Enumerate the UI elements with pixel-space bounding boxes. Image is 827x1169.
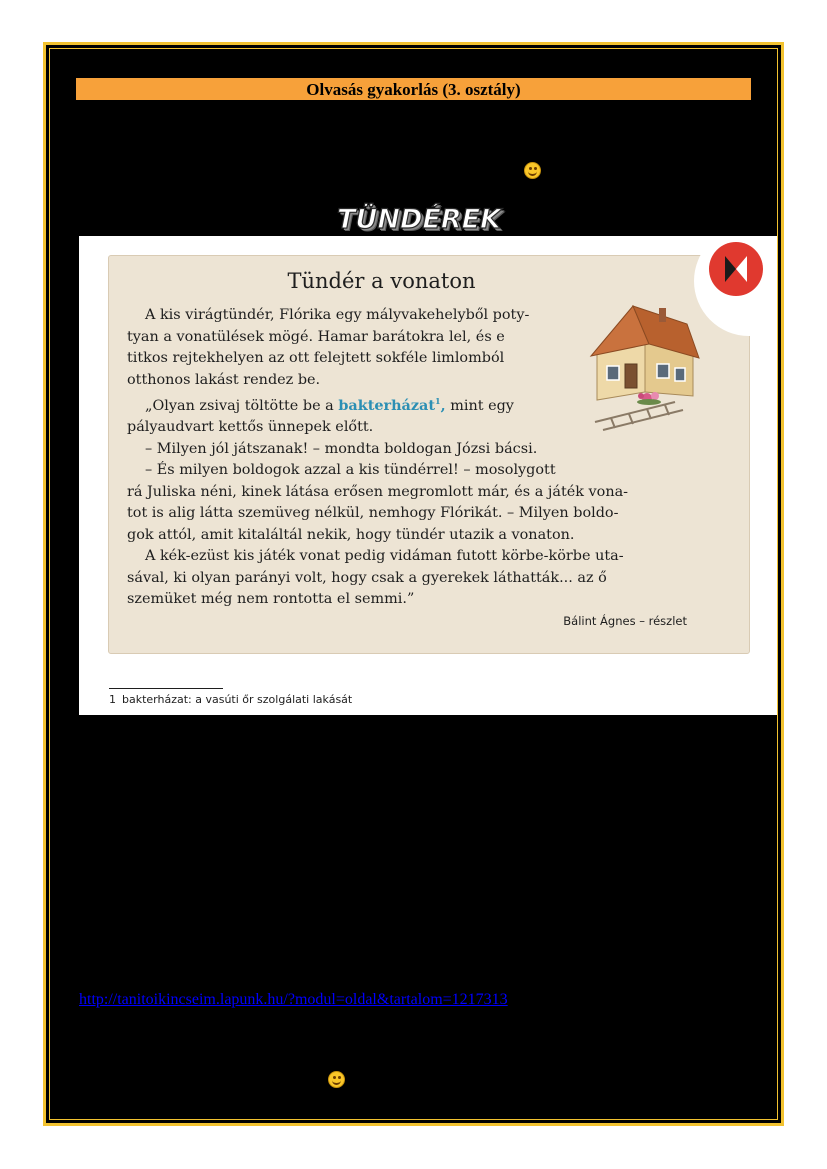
story-line: szemüket még nem rontotta el semmi.”	[127, 591, 415, 608]
story-line	[127, 391, 695, 417]
smiley-icon	[328, 1071, 345, 1088]
source-link[interactable]: http://tanitoikincseim.lapunk.hu/?modul=oldal&tartalom=1217313	[79, 991, 508, 1008]
bookmark-badge-icon	[709, 242, 763, 296]
footnote	[109, 693, 352, 706]
story-line: tyan a vonatülések mögé. Hamar barátokra lel, és e	[127, 328, 505, 345]
keyword-text: bakterházat	[338, 396, 436, 414]
footnote-divider	[109, 688, 223, 689]
footnote-text: bakterházat: a vasúti őr szolgálati lakását	[122, 693, 353, 706]
story-line: rá Juliska néni, kinek látása erősen megromlott már, és a játék vona-	[127, 483, 629, 500]
story-author: Bálint Ágnes – részlet	[563, 614, 687, 628]
reading-text-image	[79, 236, 777, 715]
story-line: gok attól, amit kitaláltál nekik, hogy tündér utazik a vonaton.	[127, 526, 575, 543]
story-line: – És milyen boldogok azzal a kis tündérrel! – mosolygott	[145, 462, 556, 479]
smiley-icon	[524, 162, 541, 179]
story-text	[127, 305, 695, 611]
footnote-number: 1	[109, 693, 116, 706]
footnote-mark: 1	[435, 396, 441, 406]
story-line: titkos rejtekhelyen az ott felejtett sokféle limlomból	[127, 350, 505, 366]
story-line: sával, ki olyan parányi volt, hogy csak a gyerekek láthatták... az ő	[127, 569, 607, 586]
story-line-part: mint egy	[445, 397, 514, 414]
page-title: Olvasás gyakorlás (3. osztály)	[76, 78, 751, 100]
story-line: A kis virágtündér, Flórika egy mályvakehelyből poty-	[145, 307, 530, 323]
story-line: A kék-ezüst kis játék vonat pedig vidáman futott körbe-körbe uta-	[145, 548, 624, 565]
section-heading: TÜNDÉREK	[337, 204, 501, 235]
story-line: otthonos lakást rendez be.	[127, 371, 321, 388]
story-title: Tündér a vonaton	[287, 269, 476, 293]
story-line: tot is alig látta szemüveg nélkül, nemhogy Flórikát. – Milyen boldo-	[127, 505, 619, 522]
footnote-keyword: bakterházat$^1$,	[338, 396, 446, 414]
story-line-part: „Olyan zsivaj töltötte be a	[145, 397, 339, 414]
story-line: pályaudvart kettős ünnepek előtt.	[127, 419, 374, 436]
story-line: – Milyen jól játszanak! – mondta boldogan Józsi bácsi.	[145, 440, 538, 457]
